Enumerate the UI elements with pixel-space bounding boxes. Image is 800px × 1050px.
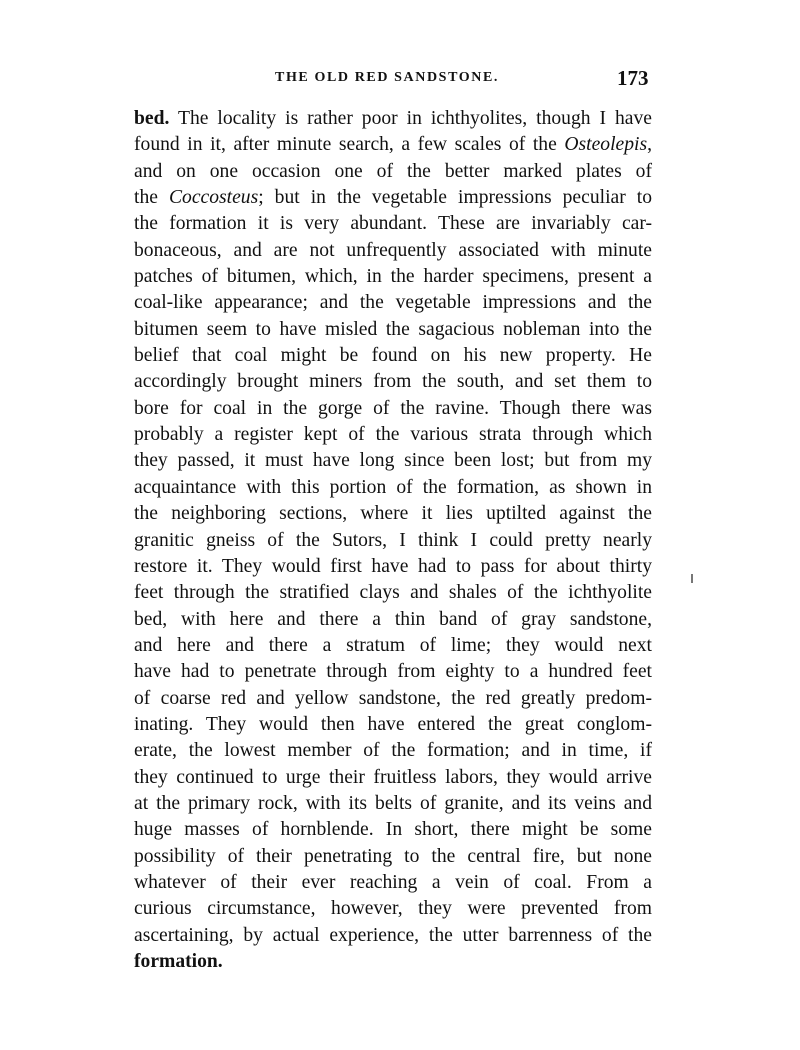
text-line: bitumen seem to have misled the sagacious nobleman into the [134,318,652,340]
running-title: THE OLD RED SANDSTONE. [275,70,499,85]
text-line: have had to penetrate through from eighty to a hundred feet [134,661,652,683]
text-line: and here and there a stratum of lime; they would next [134,634,652,656]
text-line: at the primary rock, with its belts of granite, and its veins and [134,792,652,814]
margin-mark [691,574,693,583]
text-line: and on one occasion one of the better marked plates of [134,160,652,182]
text-line: inating. They would then have entered the great conglom- [134,713,652,735]
text-line: granitic gneiss of the Sutors, I think I could pretty nearly [134,529,652,551]
text-line: found in it, after minute search, a few scales of the Osteolepis, [134,134,652,156]
text-line: probably a register kept of the various strata through which [134,424,652,446]
text-line: the Coccosteus; but in the vegetable impressions peculiar to [134,187,652,209]
text-line: they continued to urge their fruitless labors, they would arrive [134,766,652,788]
text-line: ascertaining, by actual experience, the utter barrenness of the [134,924,652,946]
text-line: the neighboring sections, where it lies uptilted against the [134,503,652,525]
text-line: restore it. They would first have had to pass for about thirty [134,555,652,577]
text-line: patches of bitumen, which, in the harder specimens, present a [134,266,652,288]
text-line: bed, with here and there a thin band of gray sandstone, [134,608,652,630]
text-line: formation. [134,951,223,972]
text-line: bore for coal in the gorge of the ravine. Though there was [134,397,652,419]
running-head [0,66,800,96]
text-line: the formation it is very abundant. These are invariably car- [134,213,652,235]
text-line: accordingly brought miners from the south, and set them to [134,371,652,393]
text-line: erate, the lowest member of the formation; and in time, if [134,740,652,762]
text-line: curious circumstance, however, they were prevented from [134,898,652,920]
text-line: acquaintance with this portion of the formation, as shown in [134,476,652,498]
text-line: whatever of their ever reaching a vein of coal. From a [134,871,652,893]
text-line: they passed, it must have long since been lost; but from my [134,450,652,472]
text-line: of coarse red and yellow sandstone, the red greatly predom- [134,687,652,709]
body-text [134,106,652,975]
text-line: huge masses of hornblende. In short, there might be some [134,819,652,841]
page-number: 173 [617,66,649,90]
text-line: bed. The locality is rather poor in ichthyolites, though I have [134,108,652,129]
text-line: possibility of their penetrating to the central fire, but none [134,845,652,867]
text-line: bonaceous, and are not unfrequently associated with minute [134,239,652,261]
text-line: feet through the stratified clays and shales of the ichthyolite [134,582,652,604]
text-line: coal-like appearance; and the vegetable impressions and the [134,292,652,314]
text-line: belief that coal might be found on his new property. He [134,345,652,367]
